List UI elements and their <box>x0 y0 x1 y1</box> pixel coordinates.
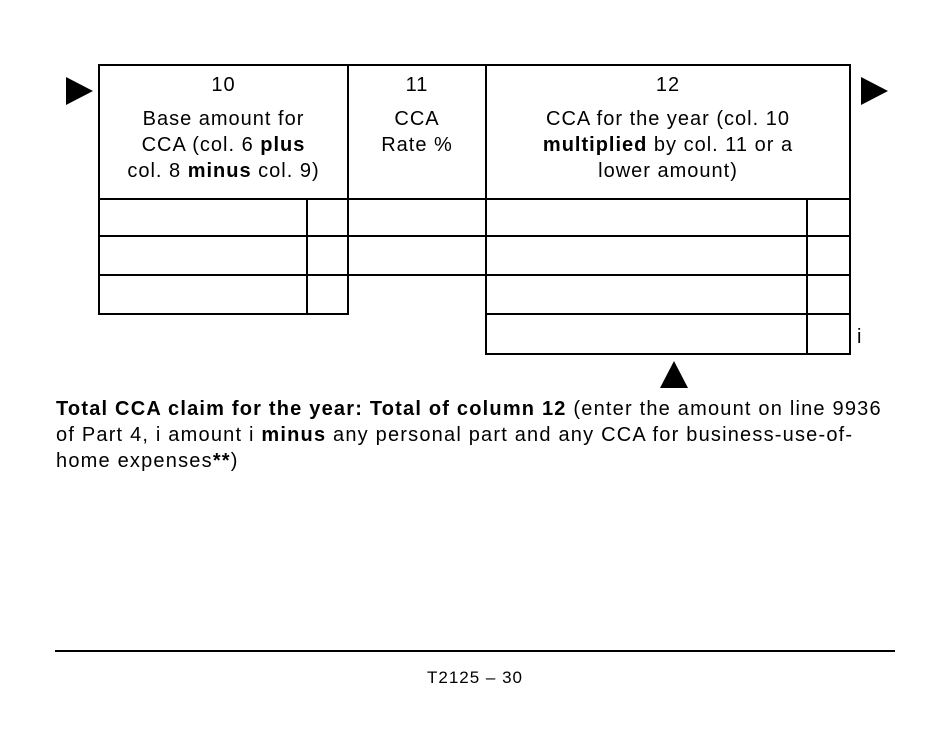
col11-rate-field[interactable] <box>349 237 485 274</box>
header-line: CCA <box>394 108 440 130</box>
header-line: Base amount for <box>142 108 305 130</box>
grid-col-12 <box>485 198 851 355</box>
column-11-header <box>347 64 487 200</box>
col12-amount-field[interactable] <box>487 276 806 313</box>
col10-amount-field[interactable] <box>100 276 306 313</box>
col12-cents-field[interactable] <box>808 200 849 235</box>
column-number: 12 <box>655 74 681 96</box>
col12-cents-field[interactable] <box>808 276 849 313</box>
col10-cents-field[interactable] <box>308 237 347 274</box>
col10-amount-field[interactable] <box>100 200 306 235</box>
header-line: Rate % <box>381 134 453 156</box>
up-arrow-icon <box>660 361 688 388</box>
right-arrow-icon <box>861 77 888 105</box>
total-cca-instruction: Total CCA claim for the year: Total of column 12 (enter the amount on line 9936 of Part 4, i amount i minus any personal part and any CCA for business-use-of-home expenses**) <box>56 398 882 472</box>
header-line: CCA for the year (col. 10 <box>546 108 790 130</box>
total-cca-cents-field[interactable] <box>808 315 849 353</box>
total-marker: i <box>857 326 862 348</box>
col10-cents-field[interactable] <box>308 276 347 313</box>
footer-rule <box>55 650 895 652</box>
grid-col-10-11 <box>98 198 487 315</box>
header-line: CCA (col. 6 plus <box>141 134 306 156</box>
col12-cents-field[interactable] <box>808 237 849 274</box>
column-10-header <box>98 64 349 200</box>
left-arrow-icon <box>66 77 93 105</box>
column-number: 11 <box>405 74 429 96</box>
col11-rate-field[interactable] <box>349 200 485 235</box>
header-line: multiplied by col. 11 or a <box>542 134 794 156</box>
total-cca-amount-field[interactable] <box>487 315 806 353</box>
col12-amount-field[interactable] <box>487 237 806 274</box>
header-line: col. 8 minus col. 9) <box>127 160 320 182</box>
col12-amount-field[interactable] <box>487 200 806 235</box>
header-line: lower amount) <box>598 160 738 182</box>
column-12-header <box>485 64 851 200</box>
col11-rate-field[interactable] <box>349 276 485 313</box>
column-number: 10 <box>211 74 236 96</box>
page-label: T2125 – 30 <box>426 668 523 687</box>
col10-cents-field[interactable] <box>308 200 347 235</box>
col10-amount-field[interactable] <box>100 237 306 274</box>
